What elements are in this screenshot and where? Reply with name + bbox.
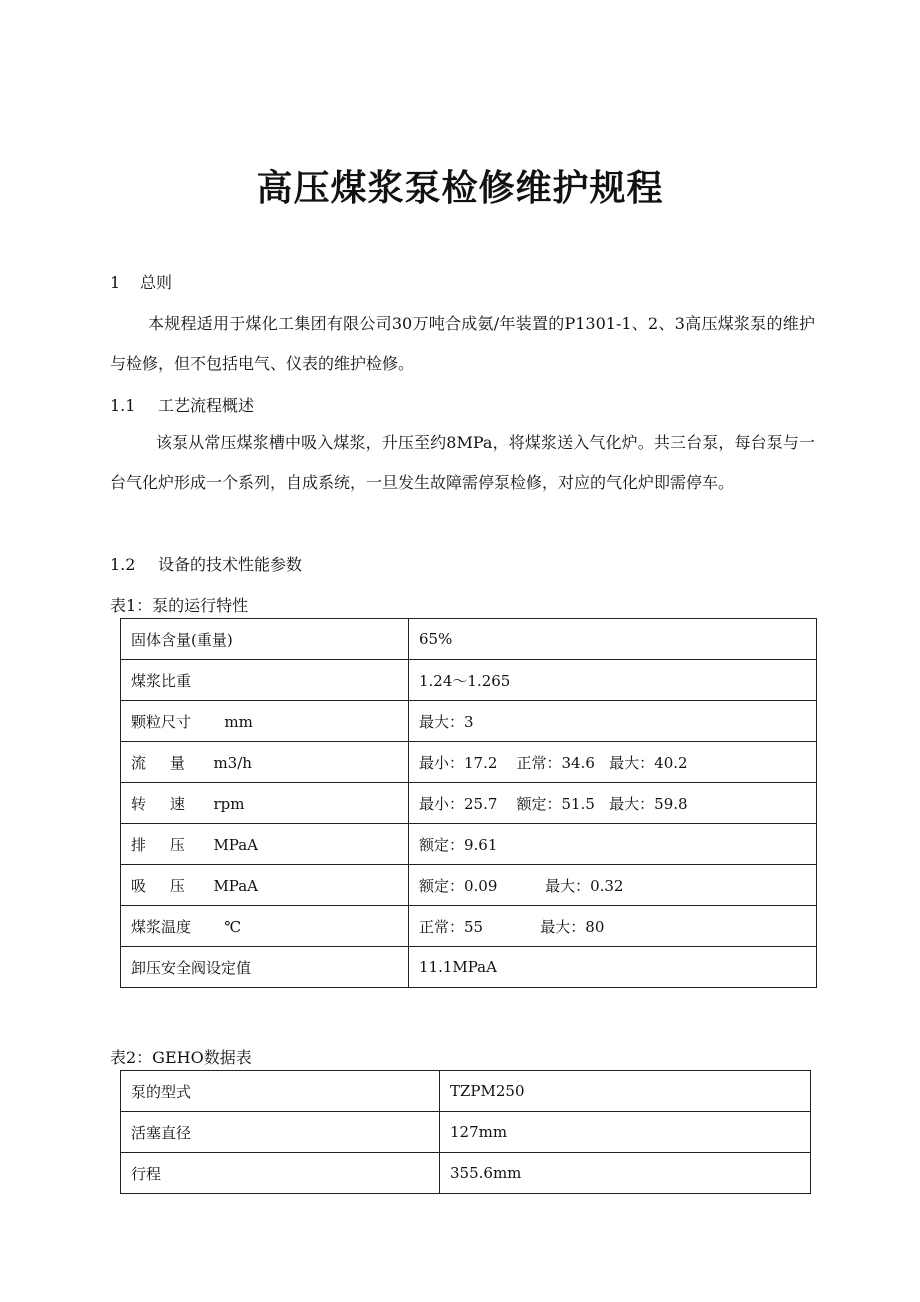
section-number: 1.1 xyxy=(110,396,136,415)
table-row xyxy=(121,1153,811,1194)
document-title: 高压煤浆泵检修维护规程 xyxy=(256,168,664,209)
geho-data-table xyxy=(120,1070,811,1194)
table-row xyxy=(121,865,817,906)
row-label: 固体含量(重量) xyxy=(121,619,409,660)
row-label: 煤浆比重 xyxy=(121,660,409,701)
section-number: 1 xyxy=(110,273,121,292)
section-1-1-heading xyxy=(110,396,254,416)
table-row xyxy=(121,947,817,988)
row-value: 最小：17.2 正常：34.6 最大：40.2 xyxy=(409,742,817,783)
table-row xyxy=(121,906,817,947)
table-row xyxy=(121,783,817,824)
row-value: 最大：3 xyxy=(409,701,817,742)
table-1-caption: 表1：泵的运行特性 xyxy=(110,596,249,615)
section-1-1-paragraph: 该泵从常压煤浆槽中吸入煤浆，升压至约8MPa，将煤浆送入气化炉。共三台泵，每台泵与一台气化炉形成一个系列，自成系统，一旦发生故障需停泵检修，对应的气化炉即需停车。 xyxy=(110,433,815,492)
row-label: 活塞直径 xyxy=(121,1112,440,1153)
section-1-heading xyxy=(110,273,172,293)
section-title: 设备的技术性能参数 xyxy=(158,555,303,574)
row-value: 1.24～1.265 xyxy=(409,660,817,701)
section-1-2-heading xyxy=(110,555,302,575)
row-label: 吸 压 MPaA xyxy=(121,865,409,906)
row-value: 正常：55 最大：80 xyxy=(409,906,817,947)
section-1-paragraph: 本规程适用于煤化工集团有限公司30万吨合成氨/年装置的P1301-1、2、3高压煤浆泵的维护与检修，但不包括电气、仪表的维护检修。 xyxy=(110,314,815,373)
table-row xyxy=(121,660,817,701)
row-value: 额定：9.61 xyxy=(409,824,817,865)
row-value: 355.6mm xyxy=(440,1153,811,1194)
row-value: 11.1MPaA xyxy=(409,947,817,988)
row-value: TZPM250 xyxy=(440,1071,811,1112)
row-value: 额定：0.09 最大：0.32 xyxy=(409,865,817,906)
table-row xyxy=(121,824,817,865)
pump-operating-characteristics-table xyxy=(120,618,817,988)
row-label: 行程 xyxy=(121,1153,440,1194)
table-row xyxy=(121,701,817,742)
table-row xyxy=(121,619,817,660)
row-label: 流 量 m3/h xyxy=(121,742,409,783)
section-title: 总则 xyxy=(140,273,173,292)
table-row xyxy=(121,1112,811,1153)
row-value: 65% xyxy=(409,619,817,660)
table-row xyxy=(121,742,817,783)
row-label: 卸压安全阀设定值 xyxy=(121,947,409,988)
row-value: 127mm xyxy=(440,1112,811,1153)
row-value: 最小：25.7 额定：51.5 最大：59.8 xyxy=(409,783,817,824)
row-label: 排 压 MPaA xyxy=(121,824,409,865)
table-row xyxy=(121,1071,811,1112)
row-label: 颗粒尺寸 mm xyxy=(121,701,409,742)
row-label: 转 速 rpm xyxy=(121,783,409,824)
row-label: 泵的型式 xyxy=(121,1071,440,1112)
row-label: 煤浆温度 ℃ xyxy=(121,906,409,947)
section-number: 1.2 xyxy=(110,555,136,574)
table-2-caption: 表2：GEHO数据表 xyxy=(110,1048,252,1067)
section-title: 工艺流程概述 xyxy=(158,396,255,415)
